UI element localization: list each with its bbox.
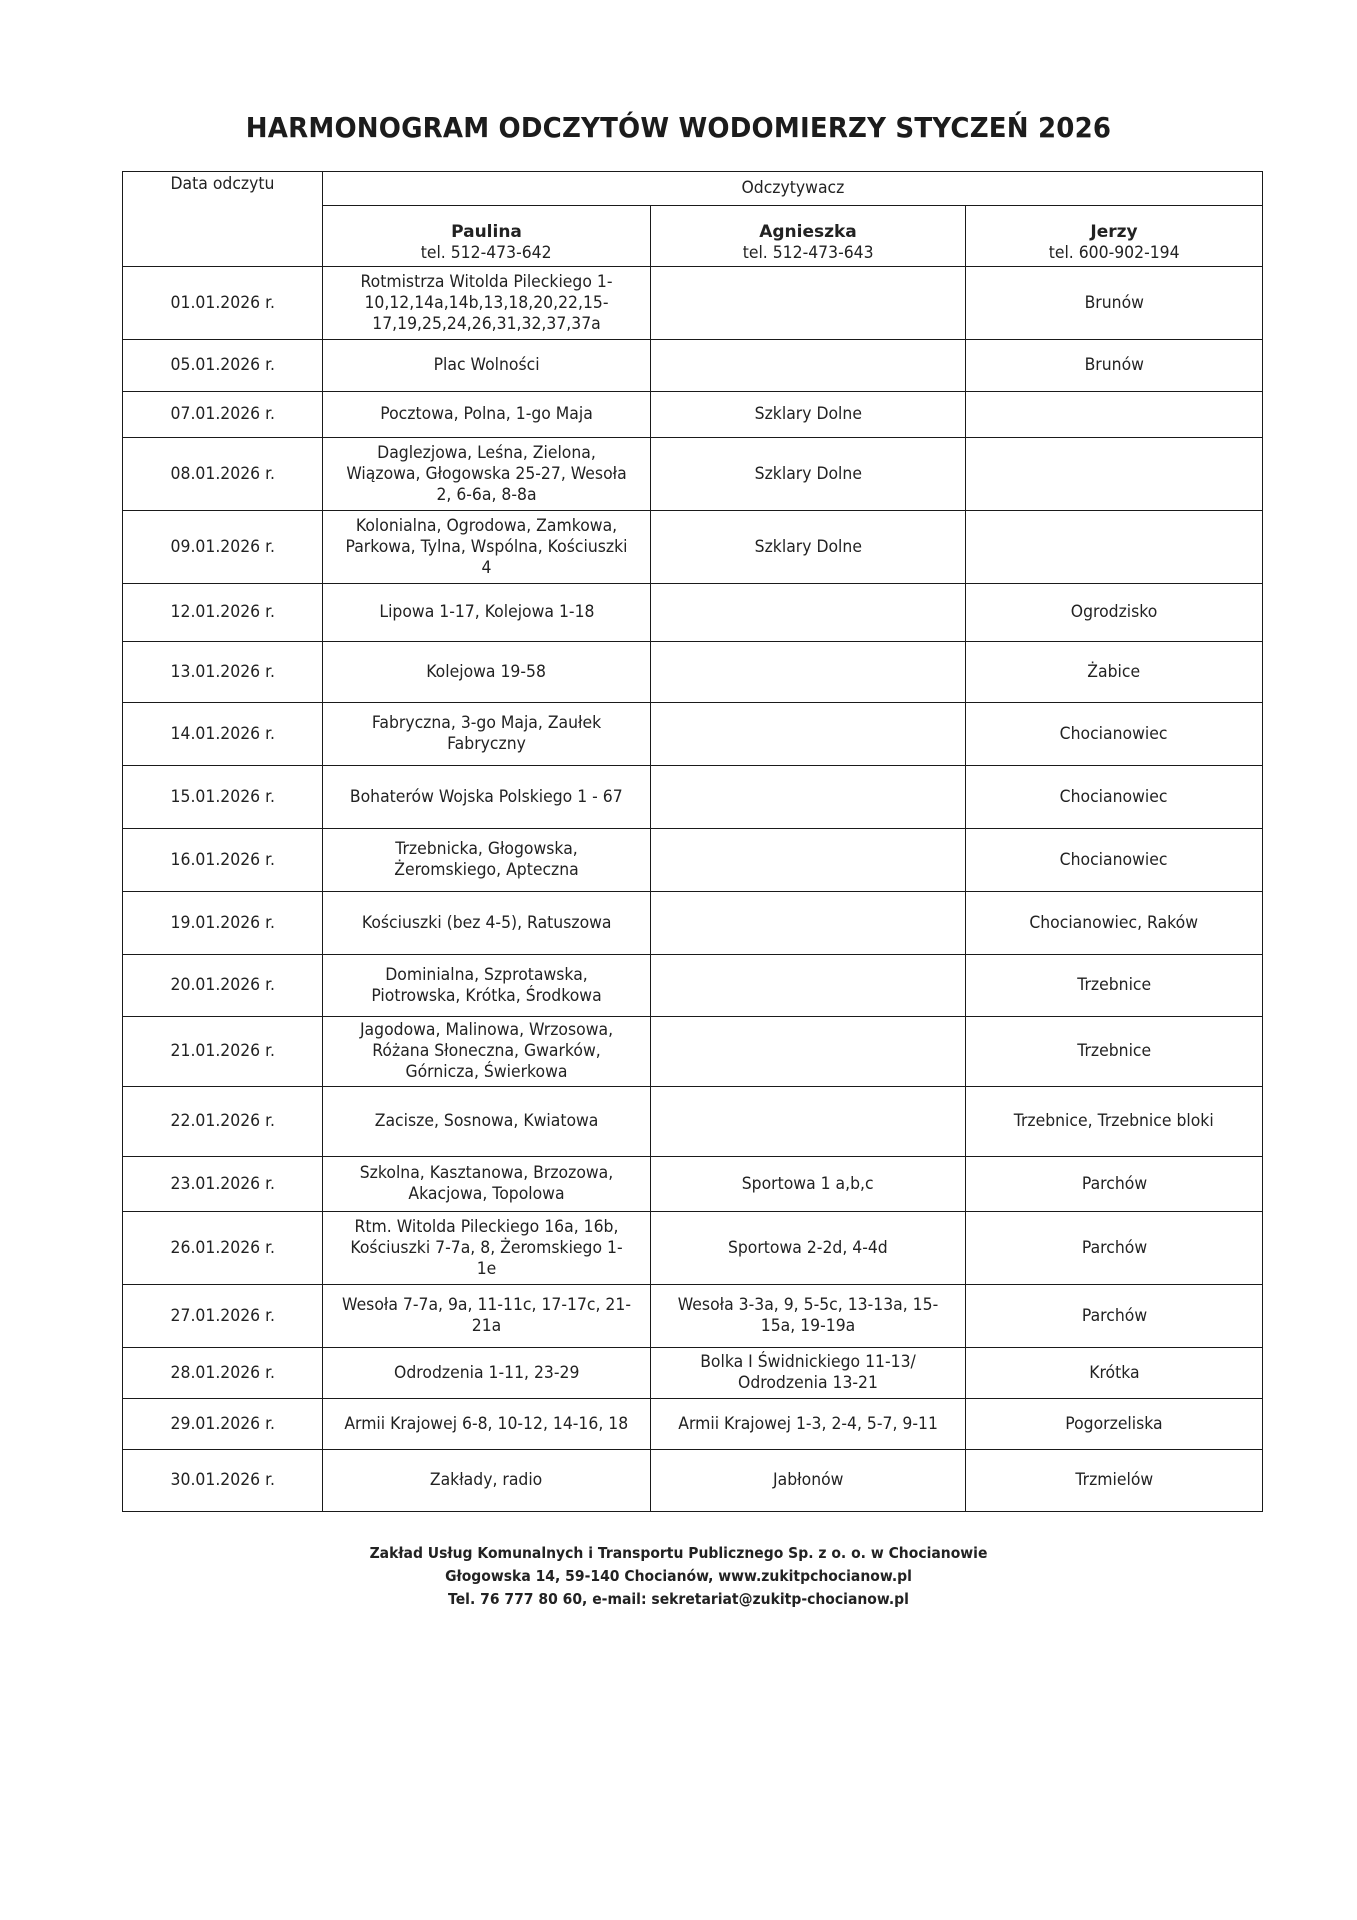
reader-paulina-area: Szkolna, Kasztanowa, Brzozowa, Akacjowa, Topolowa <box>359 1163 614 1204</box>
reading-date: 09.01.2026 r. <box>170 536 275 557</box>
schedule-row <box>123 1087 1263 1157</box>
schedule-row <box>123 438 1263 511</box>
reader-jerzy-area: Brunów <box>1084 355 1144 375</box>
footer-company-name: Zakład Usług Komunalnych i Transportu Publicznego Sp. z o. o. w Chocianowie <box>369 1544 988 1562</box>
reading-date-cell <box>123 584 323 642</box>
reading-schedule-table <box>122 171 1263 1512</box>
reading-date: 16.01.2026 r. <box>170 849 275 870</box>
reading-date: 07.01.2026 r. <box>170 404 275 424</box>
reader-header-paulina <box>323 206 651 267</box>
reader-jerzy-cell <box>966 766 1263 829</box>
header-row-readers-group <box>123 172 1263 206</box>
reader-agnieszka-area: Wesoła 3-3a, 9, 5-5c, 13-13a, 15-15a, 19-19a <box>677 1295 939 1336</box>
reading-date-cell <box>123 1348 323 1399</box>
reader-jerzy-area: Pogorzeliska <box>1065 1413 1163 1434</box>
reader-paulina-area: Plac Wolności <box>433 355 540 375</box>
reader-jerzy-area: Chocianowiec <box>1060 723 1168 744</box>
reader-agnieszka-cell <box>651 829 966 892</box>
reader-jerzy-area: Krótka <box>1088 1362 1140 1383</box>
reader-paulina-area: Kościuszki (bez 4-5), Ratuszowa <box>361 912 612 933</box>
reader-agnieszka-cell <box>651 892 966 955</box>
reader-jerzy-cell <box>966 1348 1263 1399</box>
reader-agnieszka-cell <box>651 438 966 511</box>
reader-paulina-cell <box>323 766 651 829</box>
reader-phone: tel. 512-473-643 <box>742 243 874 263</box>
reader-agnieszka-cell <box>651 955 966 1017</box>
schedule-row <box>123 955 1263 1017</box>
reader-paulina-area: Wesoła 7-7a, 9a, 11-11c, 17-17c, 21-21a <box>342 1295 631 1336</box>
reader-jerzy-area: Chocianowiec, Raków <box>1029 912 1199 933</box>
reading-date: 20.01.2026 r. <box>170 975 275 995</box>
reader-paulina-area: Lipowa 1-17, Kolejowa 1-18 <box>378 602 595 622</box>
reader-jerzy-area: Chocianowiec <box>1060 849 1168 870</box>
reader-paulina-cell <box>323 1212 651 1285</box>
reading-date: 08.01.2026 r. <box>170 463 275 484</box>
reader-paulina-cell <box>323 703 651 766</box>
reader-jerzy-cell <box>966 267 1263 340</box>
reader-paulina-cell <box>323 829 651 892</box>
reader-jerzy-area: Trzebnice <box>1077 1041 1151 1061</box>
reading-date-cell <box>123 1450 323 1512</box>
schedule-row <box>123 766 1263 829</box>
reader-paulina-cell <box>323 1348 651 1399</box>
reader-header-agnieszka <box>651 206 966 267</box>
schedule-row <box>123 642 1263 703</box>
reader-jerzy-cell <box>966 1087 1263 1157</box>
reading-date: 23.01.2026 r. <box>170 1173 275 1194</box>
schedule-body <box>123 267 1263 1512</box>
reader-jerzy-cell <box>966 1399 1263 1450</box>
schedule-row <box>123 511 1263 584</box>
reader-agnieszka-cell <box>651 584 966 642</box>
reader-paulina-cell <box>323 1399 651 1450</box>
reader-jerzy-cell <box>966 392 1263 438</box>
schedule-row <box>123 584 1263 642</box>
reader-paulina-cell <box>323 1017 651 1087</box>
reader-paulina-area: Kolejowa 19-58 <box>426 661 547 682</box>
reader-name: Paulina <box>451 222 522 242</box>
schedule-row <box>123 1285 1263 1348</box>
reader-agnieszka-cell <box>651 511 966 584</box>
schedule-row <box>123 703 1263 766</box>
reader-paulina-area: Odrodzenia 1-11, 23-29 <box>393 1362 580 1383</box>
reading-date: 01.01.2026 r. <box>170 292 275 313</box>
reader-jerzy-cell <box>966 340 1263 392</box>
schedule-row <box>123 1157 1263 1212</box>
reader-agnieszka-area: Jabłonów <box>772 1470 844 1490</box>
reader-paulina-cell <box>323 642 651 703</box>
reader-agnieszka-cell <box>651 1399 966 1450</box>
reader-agnieszka-cell <box>651 642 966 703</box>
reader-paulina-area: Dominialna, Szprotawska, Piotrowska, Krótka, Środkowa <box>371 964 602 1006</box>
reader-phone: tel. 600-902-194 <box>1048 243 1180 263</box>
reader-jerzy-cell <box>966 511 1263 584</box>
readers-group-header-label: Odczytywacz <box>741 178 844 198</box>
reading-date: 27.01.2026 r. <box>170 1305 275 1326</box>
reader-jerzy-area: Chocianowiec <box>1060 786 1168 807</box>
reading-date-cell <box>123 642 323 703</box>
schedule-row <box>123 892 1263 955</box>
schedule-row <box>123 1212 1263 1285</box>
reader-paulina-cell <box>323 267 651 340</box>
reader-agnieszka-area: Szklary Dolne <box>754 536 862 557</box>
reader-paulina-area: Rtm. Witolda Pileckiego 16a, 16b, Kościuszki 7-7a, 8, Żeromskiego 1-1e <box>350 1216 623 1279</box>
reader-jerzy-area: Brunów <box>1084 292 1144 313</box>
reader-paulina-cell <box>323 1087 651 1157</box>
reading-date: 22.01.2026 r. <box>170 1111 275 1131</box>
reader-paulina-cell <box>323 955 651 1017</box>
reading-date-cell <box>123 766 323 829</box>
footer-contact: Tel. 76 777 80 60, e-mail: sekretariat@zukitp-chocianow.pl <box>448 1590 909 1608</box>
reader-agnieszka-area: Szklary Dolne <box>754 463 862 484</box>
reader-agnieszka-cell <box>651 766 966 829</box>
reading-date-cell <box>123 392 323 438</box>
reader-paulina-cell <box>323 340 651 392</box>
reader-paulina-area: Rotmistrza Witolda Pileckiego 1-10,12,14a,14b,13,18,20,22,15-17,19,25,24,26,31,32,37,37a <box>360 271 613 334</box>
schedule-row <box>123 392 1263 438</box>
schedule-row <box>123 1348 1263 1399</box>
reader-header-jerzy <box>966 206 1263 267</box>
reader-agnieszka-area: Bolka I Świdnickiego 11-13/ Odrodzenia 13-21 <box>700 1352 916 1393</box>
reader-agnieszka-cell <box>651 1348 966 1399</box>
schedule-row <box>123 1450 1263 1512</box>
reading-date-cell <box>123 703 323 766</box>
reader-paulina-cell <box>323 438 651 511</box>
reader-jerzy-area: Trzebnice <box>1077 975 1151 995</box>
reading-date-cell <box>123 438 323 511</box>
reader-jerzy-cell <box>966 1157 1263 1212</box>
document-title: HARMONOGRAM ODCZYTÓW WODOMIERZY STYCZEŃ 2026 <box>245 111 1112 144</box>
reading-date: 30.01.2026 r. <box>170 1470 275 1490</box>
schedule-row <box>123 829 1263 892</box>
reader-agnieszka-cell <box>651 1212 966 1285</box>
reader-paulina-area: Armii Krajowej 6-8, 10-12, 14-16, 18 <box>344 1413 629 1434</box>
footer-address: Głogowska 14, 59-140 Chocianów, www.zukitpchocianow.pl <box>445 1567 912 1585</box>
reading-date: 12.01.2026 r. <box>170 602 275 622</box>
reader-jerzy-cell <box>966 829 1263 892</box>
reader-agnieszka-cell <box>651 1157 966 1212</box>
reader-paulina-area: Bohaterów Wojska Polskiego 1 - 67 <box>350 786 623 807</box>
reader-paulina-area: Daglezjowa, Leśna, Zielona, Wiązowa, Głogowska 25-27, Wesoła 2, 6-6a, 8-8a <box>346 442 627 505</box>
reading-date: 14.01.2026 r. <box>170 723 275 744</box>
reader-jerzy-cell <box>966 642 1263 703</box>
reader-agnieszka-cell <box>651 267 966 340</box>
reader-paulina-area: Kolonialna, Ogrodowa, Zamkowa, Parkowa, Tylna, Wspólna, Kościuszki 4 <box>345 515 628 578</box>
reading-date-cell <box>123 1087 323 1157</box>
schedule-row <box>123 1399 1263 1450</box>
reader-paulina-area: Trzebnicka, Głogowska, Żeromskiego, Apteczna <box>394 839 579 880</box>
reader-phone: tel. 512-473-642 <box>421 243 552 263</box>
reader-jerzy-cell <box>966 584 1263 642</box>
reader-jerzy-area: Ogrodzisko <box>1070 602 1158 622</box>
reading-date: 21.01.2026 r. <box>170 1041 275 1061</box>
schedule-row <box>123 1017 1263 1087</box>
reader-paulina-cell <box>323 1157 651 1212</box>
reading-date-cell <box>123 892 323 955</box>
company-footer <box>0 1542 1357 1611</box>
reading-date-cell <box>123 511 323 584</box>
reading-date: 28.01.2026 r. <box>170 1362 275 1383</box>
reader-agnieszka-area: Sportowa 2-2d, 4-4d <box>728 1237 888 1258</box>
reading-date: 19.01.2026 r. <box>170 912 275 933</box>
reading-date: 26.01.2026 r. <box>170 1237 275 1258</box>
date-column-header <box>123 172 323 267</box>
reader-paulina-area: Pocztowa, Polna, 1-go Maja <box>380 404 593 424</box>
reader-agnieszka-cell <box>651 392 966 438</box>
reader-jerzy-cell <box>966 892 1263 955</box>
reader-jerzy-cell <box>966 1285 1263 1348</box>
reading-date-cell <box>123 1017 323 1087</box>
reader-name: Jerzy <box>1090 222 1138 242</box>
reading-date-cell <box>123 340 323 392</box>
reading-date: 05.01.2026 r. <box>170 355 275 375</box>
reader-paulina-area: Jagodowa, Malinowa, Wrzosowa, Różana Słoneczna, Gwarków, Górnicza, Świerkowa <box>359 1020 614 1082</box>
reading-date: 15.01.2026 r. <box>170 786 275 807</box>
reader-jerzy-area: Parchów <box>1081 1237 1147 1258</box>
reader-paulina-area: Fabryczna, 3-go Maja, Zaułek Fabryczny <box>371 713 602 754</box>
reader-agnieszka-cell <box>651 1017 966 1087</box>
reader-jerzy-cell <box>966 1212 1263 1285</box>
reader-paulina-cell <box>323 1285 651 1348</box>
reader-jerzy-cell <box>966 438 1263 511</box>
reading-date-cell <box>123 1285 323 1348</box>
reading-date-cell <box>123 829 323 892</box>
reader-agnieszka-area: Armii Krajowej 1-3, 2-4, 5-7, 9-11 <box>678 1413 938 1434</box>
reader-jerzy-area: Parchów <box>1081 1173 1147 1194</box>
reader-paulina-cell <box>323 1450 651 1512</box>
reading-date-cell <box>123 955 323 1017</box>
reading-date-cell <box>123 1157 323 1212</box>
reader-paulina-area: Zacisze, Sosnowa, Kwiatowa <box>374 1111 599 1131</box>
reader-jerzy-area: Żabice <box>1087 661 1141 682</box>
reader-agnieszka-cell <box>651 703 966 766</box>
reader-jerzy-cell <box>966 1450 1263 1512</box>
reader-paulina-cell <box>323 392 651 438</box>
reader-agnieszka-cell <box>651 1285 966 1348</box>
reading-date: 13.01.2026 r. <box>170 661 275 682</box>
reader-jerzy-area: Trzmielów <box>1075 1470 1153 1490</box>
reader-agnieszka-cell <box>651 1087 966 1157</box>
reader-name: Agnieszka <box>759 222 857 242</box>
reader-paulina-cell <box>323 584 651 642</box>
reader-jerzy-cell <box>966 1017 1263 1087</box>
reader-agnieszka-cell <box>651 1450 966 1512</box>
reader-paulina-area: Zakłady, radio <box>430 1470 543 1490</box>
reader-jerzy-cell <box>966 703 1263 766</box>
schedule-row <box>123 340 1263 392</box>
reader-jerzy-area: Trzebnice, Trzebnice bloki <box>1013 1111 1215 1131</box>
readers-group-header <box>323 172 1263 206</box>
reading-date-cell <box>123 267 323 340</box>
reader-jerzy-area: Parchów <box>1081 1305 1147 1326</box>
schedule-row <box>123 267 1263 340</box>
reading-date-cell <box>123 1212 323 1285</box>
reader-paulina-cell <box>323 892 651 955</box>
reader-agnieszka-area: Sportowa 1 a,b,c <box>742 1173 874 1194</box>
reader-agnieszka-area: Szklary Dolne <box>754 404 862 424</box>
reading-date-cell <box>123 1399 323 1450</box>
reader-jerzy-cell <box>966 955 1263 1017</box>
date-column-header-label: Data odczytu <box>170 174 275 194</box>
reader-agnieszka-cell <box>651 340 966 392</box>
reader-paulina-cell <box>323 511 651 584</box>
reading-date: 29.01.2026 r. <box>170 1413 275 1434</box>
